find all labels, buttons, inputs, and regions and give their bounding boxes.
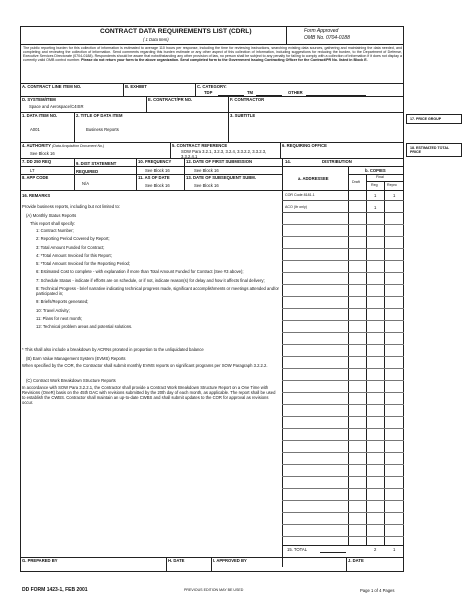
list-item: 9: Briefs/Reports generated;	[36, 299, 89, 305]
subsequent-submission-value: See Block 16	[194, 183, 219, 188]
block-13-label: 13. DATE OF SUBSEQUENT SUBM.	[186, 175, 256, 180]
price-group-label: 17. PRICE GROUP	[410, 116, 442, 121]
block-a-label: A. CONTRACT LINE ITEM NO.	[22, 84, 82, 89]
reg-header: Reg	[371, 183, 378, 187]
approved-date-label: J. DATE	[348, 558, 364, 563]
category-tdp: TDP	[204, 90, 213, 95]
page-count: Page 1 of 4 Pages	[360, 588, 395, 593]
distribution-row-addressee: COR Code 8181.1	[285, 193, 315, 197]
system-item-value: Space and Aerospace/C4ISR	[29, 104, 84, 109]
form-number: DD FORM 1423-1, FEB 2001	[22, 587, 88, 593]
estimated-price-label: 18. ESTIMATED TOTAL PRICE	[410, 146, 450, 155]
remarks-list	[36, 229, 280, 333]
block-14-label: 14.	[285, 159, 291, 164]
block-5-label: 5. CONTRACT REFERENCE	[172, 143, 228, 148]
block-7-label: 7. DD 250 REQ	[22, 159, 52, 164]
list-item: 10: Travel Activity;	[36, 307, 70, 313]
distribution-row-addressee: ACO (Itr only)	[285, 205, 307, 209]
form-approval: Form Approved	[304, 28, 339, 34]
distribution-row-reg: 1	[374, 193, 377, 198]
block-11-label: 11. AS OF DATE	[138, 175, 170, 180]
category-other: OTHER	[288, 90, 303, 95]
as-of-date-value: See Block 16	[145, 183, 170, 188]
notice-text: The public reporting burden for this collection of information is estimated to average 110 hours per response, including the time for reviewing instructions, searching existing data sources, gathering and maintaining the data needed, and completing and reviewing the collection of information. Send comments regarding this burden estimate or any other aspect of this collection of information, including suggestions for reducing the burden, to the Department of Defense, Executive Services Directorate (0704-0188). Respondents should be aware that notwithstanding any other provision of law, no person shall be subject to any penalty for failing to comply with a collection of information if it does not display a currently valid OMB control number.	[23, 45, 402, 63]
list-item: 6: Estimated Cost to complete - with explanation if more than Total Amount Funded for Contract (See #3 above);	[36, 269, 244, 275]
total-label: 15. TOTAL	[287, 547, 308, 552]
list-item: 7: Schedule Status - indicate if efforts are on schedule, or if not, indicate reason(s) for delay and how it affects final delivery;	[36, 277, 265, 283]
prepared-by-label: G. PREPARED BY	[22, 558, 58, 563]
addressee-header: a. ADDRESSEE	[298, 176, 329, 181]
estimated-price-box	[406, 143, 462, 157]
block-9-label: 9. DIST STATEMENT REQUIRED	[76, 161, 117, 174]
notice-return-instruction: Please do not return your form to the above organization. Send completed form to the Government Issuing Contracting Officer for the Contract/PR No. listed in Block E.	[81, 58, 368, 63]
list-item: 5: *Total Amount Invoiced for the Reporting Period;	[36, 261, 131, 267]
frequency-value: See Block 16	[145, 168, 170, 173]
block-6-label: 6. REQUIRING OFFICE	[282, 143, 327, 148]
block-b-label: B. EXHIBIT	[125, 84, 147, 89]
approved-by-label: I. APPROVED BY	[213, 558, 247, 563]
category-tm: TM	[247, 90, 254, 95]
repro-header: Repro	[387, 183, 397, 187]
distribution-heading: DISTRIBUTION	[322, 159, 352, 164]
list-item: 11: Plans for next month;	[36, 315, 83, 321]
price-group-box	[406, 114, 462, 124]
monthly-status-sub: This report shall specify:	[30, 221, 76, 226]
block-d-label: D. SYSTEM/ITEM	[22, 97, 56, 102]
omb-number: OMB No. 0704-0188	[304, 35, 350, 41]
final-header: Final	[376, 175, 384, 179]
evms-text: When specified by the COR, the Contractor shall submit monthly EVMS reports on significant programs per SOW Paragraph 3.2.2.2.	[22, 363, 268, 368]
total-reg: 2	[374, 547, 377, 552]
data-item-number: A001	[30, 127, 40, 132]
list-item: 3: Total Amount Funded for Contract;	[36, 244, 105, 250]
block-2-label: 2. TITLE OF DATA ITEM	[76, 113, 123, 118]
block-10-label: 10. FREQUENCY	[138, 159, 172, 164]
evms-heading: (B) Earn Value Management System (EVMS) Reports	[26, 356, 126, 361]
distribution-row-reg: 1	[374, 205, 377, 210]
draft-header: Draft	[352, 180, 360, 184]
acrn-note: * This shall also include a breakdown by ACRNs prorated in proportion to the unliquidated balance	[22, 347, 204, 352]
authority-value: See Block 16	[30, 151, 55, 156]
block-1-label: 1. DATA ITEM NO.	[22, 113, 58, 118]
list-item: 8: Technical Progress - brief narrative indicating technical progress made, significant accomplishments or meetings attended and/or participated in;	[36, 286, 279, 296]
cwbs-heading: (C) Contract Work Breakdown Structure Reports	[26, 378, 116, 383]
block-3-label: 3. SUBTITLE	[230, 113, 256, 118]
contract-reference-value: SOW Para 3.2.1, 3.2.3, 3.2.4, 3.3.2.2, 3.3.2.3, 3.3.2.4.1	[181, 149, 267, 158]
form-title: CONTRACT DATA REQUIREMENTS LIST (CDRL)	[100, 28, 252, 35]
block-e-label: E. CONTRACT/PR NO.	[148, 97, 193, 102]
list-item: 1: Contract Number;	[36, 228, 74, 233]
monthly-status-heading: (A) Monthly Status Reports	[26, 213, 77, 218]
app-code-value: N/A	[82, 181, 89, 186]
list-item: 2: Reporting Period Covered by Report;	[36, 236, 110, 242]
block-c-label: C. CATEGORY:	[197, 84, 227, 89]
form-subtitle: ( 1 Data Item)	[143, 37, 169, 42]
data-item-title: Business Reports	[86, 127, 119, 132]
cwbs-text: In accordance with SOW Para 3.2.2.1, the Contractor shall provide a Contract Work Breakdown Structure Report on a One Time with Revisions (OneR) basis on the 45th DAC with revisions submitted by the 20th day of each month, as applicable. The report shall be used to establish the CWBS. Contractor shall maintain an up-to-date CWBS and shall submit updates to the COR for approval as revisions occur.	[22, 385, 276, 405]
copies-header: b. COPIES	[365, 168, 386, 173]
remarks-intro: Provide business reports, including but not limited to:	[22, 204, 120, 209]
dd250-value: LT	[30, 168, 35, 173]
block-f-label: F. CONTRACTOR	[230, 97, 265, 102]
block-4-label: 4. AUTHORITY (Data Acquisition Document No.)	[22, 143, 105, 148]
distribution-row-repro: 1	[393, 193, 396, 198]
burden-notice	[23, 46, 402, 63]
edition-note: PREVIOUS EDITION MAY BE USED	[184, 588, 244, 592]
total-repro: 1	[393, 547, 396, 552]
list-item: 12: Technical problem areas and potential solutions.	[36, 324, 133, 330]
block-16-label: 16. REMARKS	[22, 193, 51, 198]
block-12-label: 12. DATE OF FIRST SUBMISSION	[186, 159, 252, 164]
block-8-label: 8. APP CODE	[22, 175, 49, 180]
prepared-date-label: H. DATE	[168, 558, 185, 563]
list-item: 4: *Total Amount Invoiced for this Report;	[36, 252, 112, 258]
first-submission-value: See Block 16	[194, 168, 219, 173]
